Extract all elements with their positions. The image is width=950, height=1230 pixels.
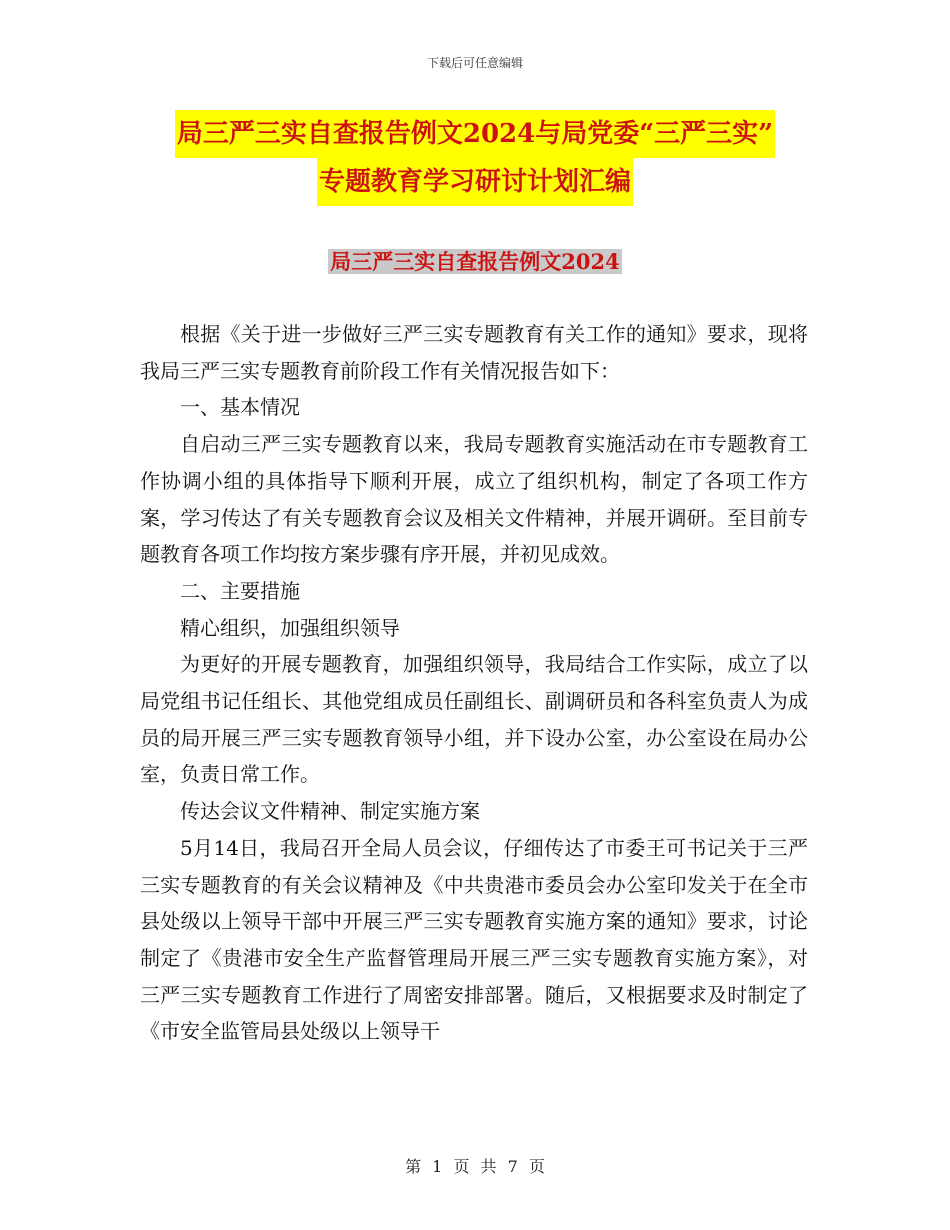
document-title <box>0 110 950 206</box>
page-footer: 第 1 页 共 7 页 <box>405 1157 545 1176</box>
heading-basic-situation: 一、基本情况 <box>180 395 300 420</box>
document-body <box>140 316 808 1050</box>
section-title <box>0 246 950 276</box>
section-title-text: 局三严三实自查报告例文2024 <box>330 249 620 274</box>
subheading: 精心组织，加强组织领导 <box>180 615 400 640</box>
title-line-1: 局三严三实自查报告例文2024与局党委“三严三实” <box>175 110 775 158</box>
page-header: 下载后可任意编辑 <box>426 56 523 70</box>
paragraph: 根据《关于进一步做好三严三实专题教育有关工作的通知》要求，现将我局三严三实专题教育前阶段工作有关情况报告如下： <box>140 322 808 383</box>
heading-main-measures: 二、主要措施 <box>180 578 300 603</box>
paragraph: 为更好的开展专题教育，加强组织领导，我局结合工作实际，成立了以局党组书记任组长、其他党组成员任副组长、副调研员和各科室负责人为成员的局开展三严三实专题教育领导小组，并下设办公室，办公室设在局办公室，负责日常工作。 <box>140 652 808 787</box>
subheading: 传达会议文件精神、制定实施方案 <box>180 799 480 824</box>
title-line-2: 专题教育学习研讨计划汇编 <box>317 158 633 206</box>
paragraph: 自启动三严三实专题教育以来，我局专题教育实施活动在市专题教育工作协调小组的具体指导下顺利开展，成立了组织机构，制定了各项工作方案，学习传达了有关专题教育会议及相关文件精神，并展开调研。至目前专题教育各项工作均按方案步骤有序开展，并初见成效。 <box>140 432 808 567</box>
paragraph: 5月14日，我局召开全局人员会议，仔细传达了市委王可书记关于三严三实专题教育的有关会议精神及《中共贵港市委员会办公室印发关于在全市县处级以上领导干部中开展三严三实专题教育实施方案的通知》要求，讨论制定了《贵港市安全生产监督管理局开展三严三实专题教育实施方案》，对三严三实专题教育工作进行了周密安排部署。随后，又根据要求及时制定了《市安全监管局县处级以上领导干 <box>140 835 808 1044</box>
